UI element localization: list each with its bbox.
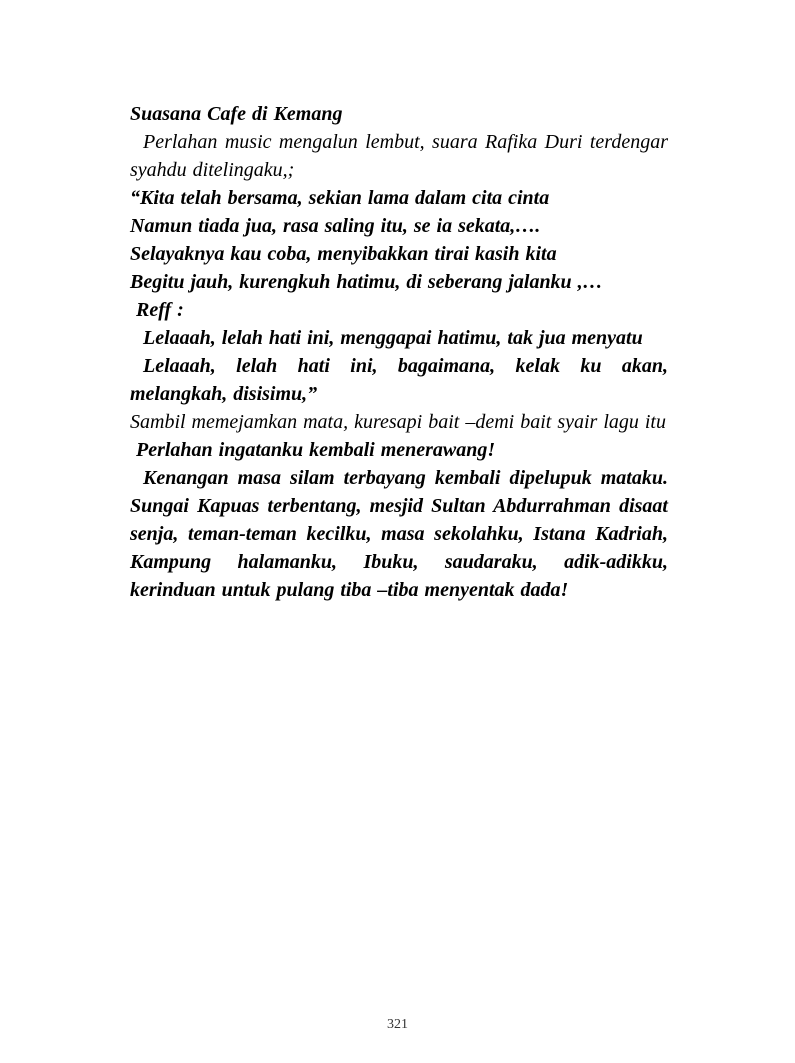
reff-label: Reff : — [136, 299, 184, 321]
lyric-line: “Kita telah bersama, sekian lama dalam cita cinta — [130, 187, 550, 209]
paragraph-narration: Perlahan ingatanku kembali menerawang! — [136, 439, 496, 461]
paragraph-intro: Perlahan music mengalun lembut, suara Rafika Duri terdengar syahdu ditelingaku,; — [130, 131, 668, 181]
lyric-line: Begitu jauh, kurengkuh hatimu, di seberang jalanku ,… — [130, 271, 603, 293]
paragraph-memories: Kenangan masa silam terbayang kembali dipelupuk mataku. Sungai Kapuas terbentang, mesjid Sultan Abdurrahman disaat senja, teman-teman kecilku, masa sekolahku, Istana Kadriah, Kampung halamanku, Ibuku, saudaraku, adik-adikku, kerinduan untuk pulang tiba –tiba menyentak dada! — [130, 467, 668, 601]
chorus-line: Lelaaah, lelah hati ini, menggapai hatimu, tak jua menyatu — [143, 327, 643, 349]
chorus-line: Lelaaah, lelah hati ini, bagaimana, kelak ku akan, melangkah, disisimu,” — [130, 355, 668, 405]
text-block — [130, 100, 668, 604]
paragraph-narration: Sambil memejamkan mata, kuresapi bait –demi bait syair lagu itu — [130, 411, 666, 433]
lyric-line: Namun tiada jua, rasa saling itu, se ia sekata,…. — [130, 215, 541, 237]
page-number: 321 — [387, 1017, 408, 1032]
lyric-line: Selayaknya kau coba, menyibakkan tirai kasih kita — [130, 243, 557, 265]
section-title: Suasana Cafe di Kemang — [130, 103, 343, 125]
